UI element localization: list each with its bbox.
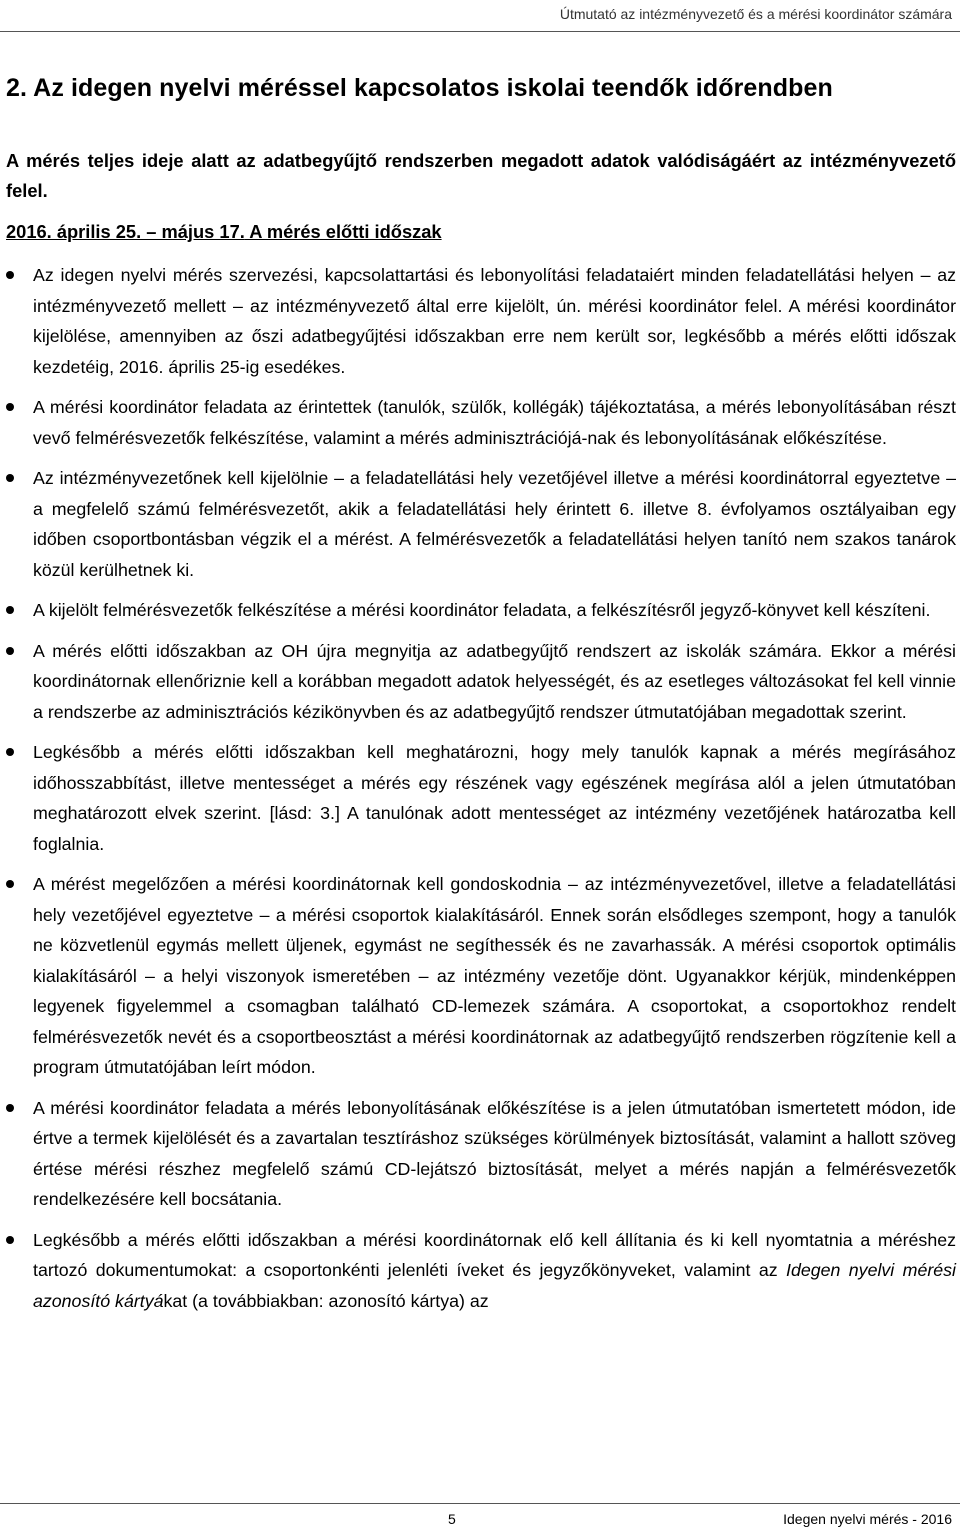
header-divider xyxy=(0,31,960,32)
list-item xyxy=(0,636,960,728)
bullet-icon xyxy=(6,647,14,655)
list-item-text: Az idegen nyelvi mérés szervezési, kapcsolattartási és lebonyolítási feladataiért minden feladatellátási helyen – az intézményvezető mellett – az intézményvezető által erre kijelölt, ún. mérési koordinátor felel. A mérési koordinátor kijelölése, amennyiben az őszi adatbegyűjtési időszakban erre nem került sor, legkésőbb a mérés előtti időszak kezdetéig, 2016. április 25-ig esedékes. xyxy=(33,265,956,377)
intro-paragraph: A mérés teljes ideje alatt az adatbegyűjtő rendszerben megadott adatok valódiságáért az intézményvezető felel. xyxy=(6,150,956,201)
list-item xyxy=(0,737,960,859)
list-item xyxy=(0,463,960,585)
period-heading xyxy=(6,217,442,247)
list-item-text-after: kat (a továbbiakban: azonosító kártya) az xyxy=(163,1290,489,1311)
section-title: 2. Az idegen nyelvi méréssel kapcsolatos iskolai teendők időrendben xyxy=(6,74,833,102)
bullet-icon xyxy=(6,403,14,411)
footer-title: Idegen nyelvi mérés - 2016 xyxy=(783,1511,952,1527)
bullet-icon xyxy=(6,880,14,888)
running-header: Útmutató az intézményvezető és a mérési koordinátor számára xyxy=(559,6,952,22)
bullet-icon xyxy=(6,1236,14,1244)
list-item-text-italic: Idegen nyelvi mérési azonosító kártyá xyxy=(33,1260,956,1311)
bullet-icon xyxy=(6,1104,14,1112)
list-item-text: A kijelölt felmérésvezetők felkészítése a mérési koordinátor feladata, a felkészítésről jegyző-könyvet kell készíteni. xyxy=(33,600,931,620)
list-item xyxy=(0,595,960,626)
list-item xyxy=(0,869,960,1083)
list-item-text: Az intézményvezetőnek kell kijelölnie – a feladatellátási hely vezetőjével illetve a mérési koordinátorral egyeztetve – a megfelelő számú felmérésvezetőt, akik a feladatellátási hely érintett 6. illetve 8. évfolyamos osztályaiban egy időben csoportbontásban végzik el a mérést. A felmérésvezetők a feladatellátási helyen tanító nem szakos tanárok közül kerülhetnek ki. xyxy=(33,468,956,580)
page-number: 5 xyxy=(448,1511,456,1527)
list-item-text: Legkésőbb a mérés előtti időszakban kell meghatározni, hogy mely tanulók kapnak a mérés megírásához időhosszabbítást, illetve mentességet a mérés egy részének vagy egészének megírása alól a jelen útmutatóban meghatározott elvek szerint. [lásd: 3.] A tanulónak adott mentességet az intézmény vezetőjének határozatba kell foglalnia. xyxy=(33,742,956,854)
list-item-text: A mérési koordinátor feladata a mérés lebonyolításának előkészítése is a jelen útmutatóban ismertetett módon, ide értve a termek kijelölését és a zavartalan tesztíráshoz szükséges körülmények biztosítását, valamint a hallott szöveg értése mérési részhez megfelelő számú CD-lejátszó biztosítását, melyet a mérés napján a felmérésvezetők rendelkezésére kell bocsátania. xyxy=(33,1097,956,1209)
list-item-text: A mérési koordinátor feladata az érintettek (tanulók, szülők, kollégák) tájékoztatása, a mérés lebonyolításában részt vevő felmérésvezetők felkészítése, valamint a mérés adminisztrációjá-nak és lebonyolításának előkészítése. xyxy=(33,397,956,448)
bullet-icon xyxy=(6,271,14,279)
list-item xyxy=(0,1093,960,1215)
list-item xyxy=(0,1225,960,1317)
period-label: A mérés előtti időszak xyxy=(244,221,442,242)
list-item xyxy=(0,392,960,453)
task-list xyxy=(0,260,960,1326)
list-item-text: A mérés előtti időszakban az OH újra megnyitja az adatbegyűjtő rendszert az iskolák számára. Ekkor a mérési koordinátornak ellenőriznie kell a korábban megadott adatok helyességét, és az esetleges változásokat fel kell vinnie a rendszerbe az adminisztrációs kézikönyvben és az adatbegyűjtő rendszer útmutatójában megadottak szerint. xyxy=(33,640,956,722)
bullet-icon xyxy=(6,606,14,614)
list-item-text: A mérést megelőzően a mérési koordinátornak kell gondoskodnia – az intézményvezetővel, illetve a feladatellátási hely vezetőjével egyeztetve – a mérési csoportok kialakításáról. Ennek során elsődleges szempont, hogy a tanulók ne közvetlenül egymás mellett üljenek, egymást ne segíthessék és ne zavarhassák. A mérési csoportok optimális kialakításáról – a helyi viszonyok ismeretében – az intézmény vezetője dönt. Ugyanakkor kérjük, mindenképpen legyenek figyelemmel a csomagban található CD-lemezek számára. A csoportokat, a csoportokhoz rendelt felmérésvezetők nevét és a csoportbeosztást a mérési koordinátornak az adatbegyűjtő rendszerben rögzítenie kell a program útmutatójában leírt módon. xyxy=(33,874,956,1077)
bullet-icon xyxy=(6,474,14,482)
bullet-icon xyxy=(6,748,14,756)
list-item xyxy=(0,260,960,382)
footer-divider xyxy=(0,1503,960,1504)
period-dates: 2016. április 25. – május 17. xyxy=(6,221,245,242)
list-item-text-before: Legkésőbb a mérés előtti időszakban a mérési koordinátornak elő kell állítania és ki kell nyomtatnia a méréshez tartozó dokumentumokat: a csoportonkénti jelenléti íveket és jegyzőkönyveket, valamint az xyxy=(33,1229,956,1280)
